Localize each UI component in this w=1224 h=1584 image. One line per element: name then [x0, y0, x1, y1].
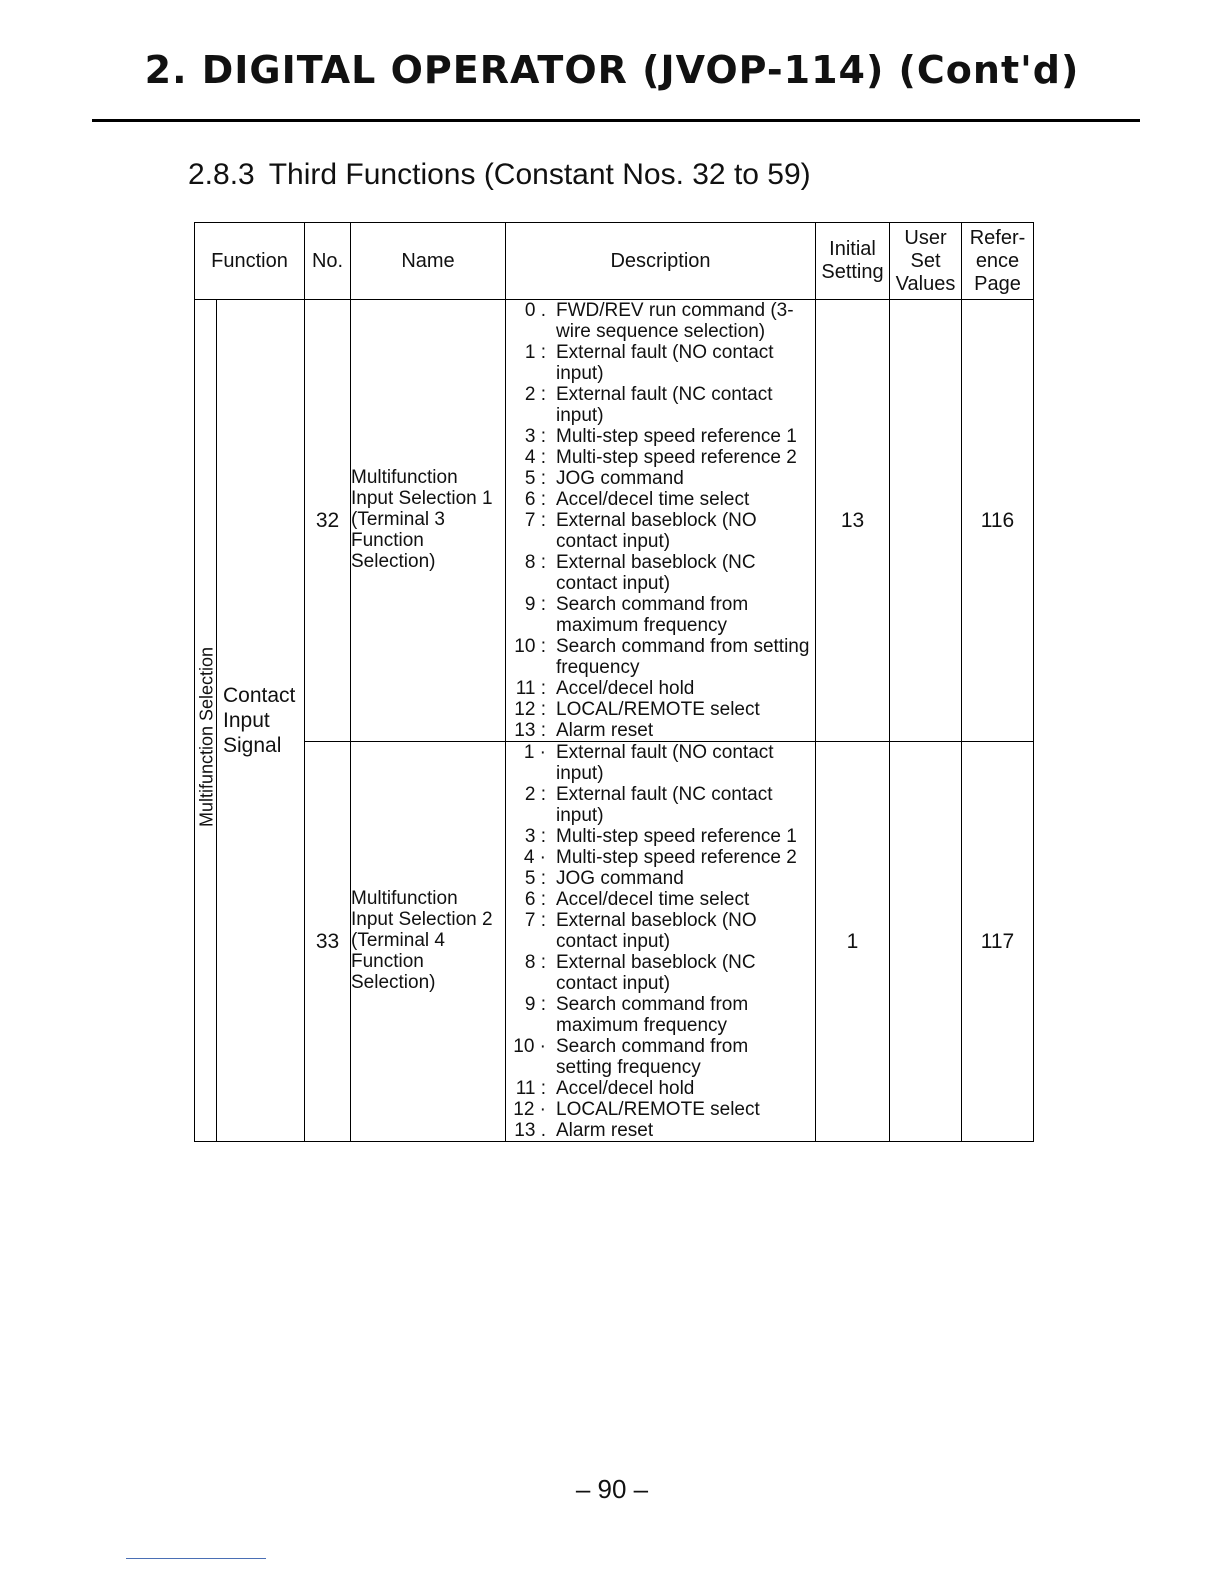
option-line: contact input)	[556, 973, 671, 994]
name-line: Multifunction	[351, 467, 458, 489]
option-line: Accel/decel time select	[556, 489, 750, 510]
option-number: 7 :	[524, 510, 546, 531]
function-group-cell	[195, 300, 305, 1142]
option-line: setting frequency	[556, 1057, 701, 1078]
col-header-no: No.	[305, 223, 351, 300]
option-text	[556, 342, 815, 384]
option-text	[556, 784, 815, 826]
col-header-reference-page	[962, 223, 1034, 300]
page-number: – 90 –	[575, 1474, 649, 1504]
option-text	[556, 426, 815, 447]
option-number: 10 :	[514, 636, 546, 657]
option-text	[556, 1078, 815, 1099]
table-header-row	[195, 223, 1034, 300]
option-line: maximum frequency	[556, 1015, 728, 1036]
subgroup-line: Input	[223, 708, 270, 732]
option-line: Multi-step speed reference 2	[556, 447, 797, 468]
table-row	[195, 300, 1034, 742]
option-number: 13 :	[514, 720, 546, 741]
description-option	[506, 847, 815, 868]
name-line: Multifunction	[351, 888, 458, 910]
name-line: Input Selection 2	[351, 909, 493, 931]
option-text	[556, 889, 815, 910]
option-number: 8 :	[524, 552, 546, 573]
section-heading	[188, 158, 811, 192]
option-text	[556, 1120, 815, 1141]
option-text	[556, 699, 815, 720]
description-option	[506, 342, 815, 384]
option-line: contact input)	[556, 573, 671, 594]
description-option	[506, 868, 815, 889]
description-option	[506, 300, 815, 342]
page-header-title: 2. DIGITAL OPERATOR (JVOP-114) (Cont'd)	[144, 48, 1080, 92]
option-text	[556, 300, 815, 342]
description-option	[506, 742, 815, 784]
option-line: input)	[556, 805, 604, 826]
subgroup-line: Contact	[223, 683, 296, 707]
section-number: 2.8.3	[188, 158, 255, 191]
constant-description	[506, 742, 816, 1142]
description-option	[506, 784, 815, 826]
option-number: 3 :	[524, 826, 546, 847]
option-line: JOG command	[556, 868, 684, 889]
option-line: Accel/decel hold	[556, 678, 695, 699]
col-header-user-set-values	[890, 223, 962, 300]
option-number: 9 :	[524, 994, 546, 1015]
description-option	[506, 489, 815, 510]
option-line: Multi-step speed reference 1	[556, 426, 797, 447]
option-text	[556, 868, 815, 889]
header-line: ence	[975, 249, 1020, 272]
name-line: Function	[351, 950, 424, 972]
option-line: wire sequence selection)	[556, 321, 766, 342]
option-text	[556, 447, 815, 468]
option-text	[556, 1099, 815, 1120]
option-number: 6 :	[524, 489, 546, 510]
function-subgroup-label	[223, 683, 295, 759]
option-number: 9 :	[524, 594, 546, 615]
subgroup-line: Signal	[223, 734, 282, 758]
description-option	[506, 720, 815, 741]
user-set-value	[890, 742, 962, 1142]
option-number: 4 :	[524, 447, 546, 468]
description-option	[506, 994, 815, 1036]
option-number: 0 .	[524, 300, 546, 321]
reference-page: 117	[962, 742, 1034, 1142]
reference-page: 116	[962, 300, 1034, 742]
option-number: 2 :	[524, 384, 546, 405]
option-line: External baseblock (NC	[556, 952, 756, 973]
function-group-label: Multifunction Selection	[196, 647, 216, 828]
initial-setting: 13	[816, 300, 890, 742]
option-number: 5 :	[524, 868, 546, 889]
col-header-initial-setting	[816, 223, 890, 300]
header-line: User	[904, 226, 947, 249]
option-text	[556, 720, 815, 741]
option-line: input)	[556, 405, 604, 426]
description-option	[506, 678, 815, 699]
option-text	[556, 1036, 815, 1078]
option-text	[556, 468, 815, 489]
header-line: Refer-	[969, 226, 1026, 249]
option-number: 10 ·	[513, 1036, 546, 1057]
option-number: 5 :	[524, 468, 546, 489]
option-text	[556, 952, 815, 994]
option-number: 11 :	[515, 678, 546, 699]
option-line: Search command from setting	[556, 636, 810, 657]
description-option	[506, 594, 815, 636]
constant-name	[351, 300, 506, 742]
option-line: contact input)	[556, 531, 671, 552]
option-number: 11 :	[515, 1078, 546, 1099]
option-text	[556, 826, 815, 847]
constant-no: 33	[305, 742, 351, 1142]
option-line: External fault (NC contact	[556, 784, 773, 805]
description-option	[506, 1036, 815, 1078]
description-option	[506, 1120, 815, 1141]
option-line: Accel/decel hold	[556, 1078, 695, 1099]
option-number: 12 ·	[513, 1099, 546, 1120]
footer-rule	[126, 1558, 266, 1559]
option-number: 1 :	[524, 342, 546, 363]
section-title: Third Functions (Constant Nos. 32 to 59)	[268, 158, 811, 191]
function-group-vertical	[197, 300, 217, 1141]
description-option	[506, 910, 815, 952]
option-text	[556, 742, 815, 784]
description-option	[506, 468, 815, 489]
option-text	[556, 510, 815, 552]
option-line: External fault (NO contact	[556, 742, 774, 763]
description-option	[506, 636, 815, 678]
option-number: 2 :	[524, 784, 546, 805]
option-line: frequency	[556, 657, 640, 678]
option-text	[556, 847, 815, 868]
option-line: External fault (NC contact	[556, 384, 773, 405]
option-number: 6 :	[524, 889, 546, 910]
user-set-value	[890, 300, 962, 742]
option-number: 3 :	[524, 426, 546, 447]
description-option	[506, 552, 815, 594]
option-number: 12 :	[514, 699, 546, 720]
constant-no: 32	[305, 300, 351, 742]
header-line: Values	[895, 272, 956, 295]
header-line: Set	[910, 249, 941, 272]
option-line: FWD/REV run command (3-	[556, 300, 794, 321]
option-line: LOCAL/REMOTE select	[556, 1099, 760, 1120]
option-line: contact input)	[556, 931, 671, 952]
header-line: Initial	[829, 238, 876, 260]
option-line: External fault (NO contact	[556, 342, 774, 363]
option-line: Accel/decel time select	[556, 889, 750, 910]
col-header-function: Function	[195, 223, 305, 300]
option-text	[556, 489, 815, 510]
option-line: Alarm reset	[556, 720, 654, 741]
option-number: 13 .	[514, 1120, 546, 1141]
description-option	[506, 384, 815, 426]
option-line: input)	[556, 363, 604, 384]
option-line: Search command from	[556, 994, 749, 1015]
col-header-description: Description	[506, 223, 816, 300]
option-number: 1 ·	[523, 742, 546, 763]
option-number: 8 :	[524, 952, 546, 973]
description-option	[506, 447, 815, 468]
description-option	[506, 889, 815, 910]
option-text	[556, 594, 815, 636]
constants-table	[194, 222, 1034, 1142]
description-option	[506, 1099, 815, 1120]
option-line: Multi-step speed reference 2	[556, 847, 797, 868]
option-line: input)	[556, 763, 604, 784]
option-line: External baseblock (NO	[556, 910, 757, 931]
option-line: Multi-step speed reference 1	[556, 826, 797, 847]
option-line: Search command from	[556, 594, 749, 615]
option-line: JOG command	[556, 468, 684, 489]
option-line: maximum frequency	[556, 615, 728, 636]
option-text	[556, 552, 815, 594]
description-option	[506, 952, 815, 994]
description-option	[506, 510, 815, 552]
option-text	[556, 636, 815, 678]
option-line: Search command from	[556, 1036, 749, 1057]
name-line: Function	[351, 529, 424, 551]
description-option	[506, 699, 815, 720]
initial-setting: 1	[816, 742, 890, 1142]
constant-name	[351, 742, 506, 1142]
name-line: Selection)	[351, 971, 436, 993]
option-number: 4 ·	[523, 847, 546, 868]
option-line: External baseblock (NC	[556, 552, 756, 573]
option-line: LOCAL/REMOTE select	[556, 699, 760, 720]
name-line: (Terminal 4	[351, 930, 445, 952]
col-header-name: Name	[351, 223, 506, 300]
header-line: Setting	[821, 261, 884, 283]
option-text	[556, 994, 815, 1036]
option-text	[556, 384, 815, 426]
constant-description	[506, 300, 816, 742]
option-text	[556, 910, 815, 952]
option-line: Alarm reset	[556, 1120, 654, 1141]
name-line: (Terminal 3	[351, 509, 445, 531]
header-line: Page	[974, 272, 1021, 295]
option-line: External baseblock (NO	[556, 510, 757, 531]
description-option	[506, 826, 815, 847]
name-line: Input Selection 1	[351, 488, 493, 510]
option-number: 7 :	[524, 910, 546, 931]
option-text	[556, 678, 815, 699]
description-option	[506, 1078, 815, 1099]
description-option	[506, 426, 815, 447]
table-row	[195, 742, 1034, 1142]
name-line: Selection)	[351, 550, 436, 572]
header-rule	[92, 119, 1140, 122]
